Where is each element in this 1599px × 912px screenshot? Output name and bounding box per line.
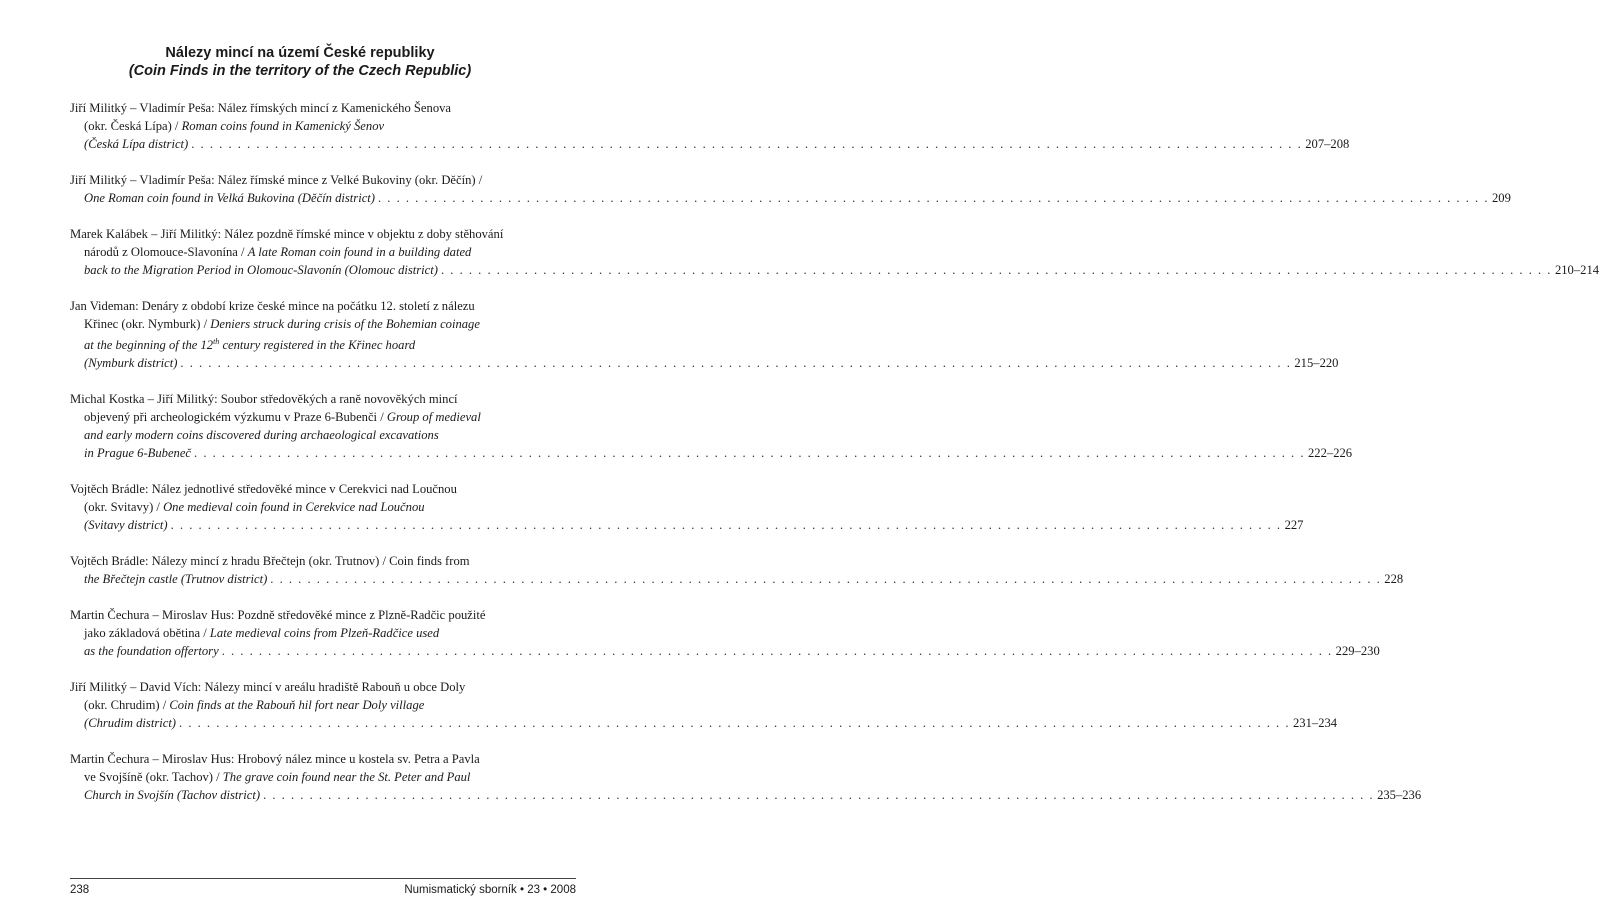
entry-english-text: in Prague 6-Bubeneč	[84, 446, 192, 461]
entry-continuation-line	[70, 333, 574, 354]
entry-last-line	[70, 786, 1422, 804]
page-range: 235–236	[1377, 788, 1422, 803]
entry-continuation-line	[70, 315, 574, 333]
entry-czech-text: (okr. Chrudim) /	[84, 698, 170, 713]
page-range: 210–214	[1554, 263, 1599, 277]
entry-english-text: Coin finds at the Rabouň hil fort near Doly village	[169, 698, 425, 713]
page-range: 227	[1284, 518, 1304, 533]
page-number: 238	[70, 884, 90, 896]
toc-entry	[70, 480, 1304, 534]
page-range: 215–220	[1294, 356, 1339, 371]
entry-last-line	[70, 135, 1350, 153]
entry-first-line: Michal Kostka – Jiří Militký: Soubor středověkých a raně novověkých mincí	[70, 392, 458, 407]
entry-czech-text: ve Svojšíně (okr. Tachov) /	[84, 770, 223, 785]
page-range: 222–226	[1308, 446, 1353, 461]
toc-entry	[70, 225, 1599, 279]
entry-continuation-line	[70, 426, 574, 444]
section-title: Nálezy mincí na území České republiky	[165, 45, 435, 61]
entry-last-line	[70, 714, 1338, 732]
entry-first-line: Jiří Militký – Vladimír Peša: Nález římské mince z Velké Bukoviny (okr. Děčín) /	[70, 173, 483, 187]
section-subtitle: (Coin Finds in the territory of the Czech Republic)	[128, 63, 472, 79]
entry-czech-text: (okr. Česká Lípa) /	[84, 119, 182, 133]
toc-entry	[70, 297, 1339, 372]
table-of-contents	[70, 99, 1599, 822]
entry-czech-text: jako základová obětina /	[84, 626, 210, 641]
toc-entry	[70, 552, 1404, 588]
dot-leader: . . . . . . . . . . . . . . . . . . . . . . . . . . . . . . . . . . . . . . . . . . . . . . . . . . . . . . . . . . . . . . . . . . . . . . . . . . . . . . . . . . . . . . . . . . . . . . . . . . . . . . . . . . . . . . . . . . . . . . . .	[194, 446, 1305, 461]
entry-english-text: The grave coin found near the St. Peter and Paul	[222, 770, 471, 785]
section-heading	[0, 44, 600, 80]
entry-english-text: (Nymburk district)	[84, 356, 178, 371]
dot-leader: . . . . . . . . . . . . . . . . . . . . . . . . . . . . . . . . . . . . . . . . . . . . . . . . . . . . . . . . . . . . . . . . . . . . . . . . . . . . . . . . . . . . . . . . . . . . . . . . . . . . . . . . . . . . . . . . . . . . . . . .	[263, 788, 1375, 803]
entry-english-text: as the foundation offertory	[84, 644, 219, 659]
entry-continuation-line	[70, 243, 574, 261]
toc-entry	[70, 390, 1353, 462]
entry-first-line: Jiří Militký – Vladimír Peša: Nález římských mincí z Kamenického Šenova	[70, 101, 451, 115]
dot-leader: . . . . . . . . . . . . . . . . . . . . . . . . . . . . . . . . . . . . . . . . . . . . . . . . . . . . . . . . . . . . . . . . . . . . . . . . . . . . . . . . . . . . . . . . . . . . . . . . . . . . . . . . . . . . . . . . . . . . . . . .	[221, 644, 1333, 659]
toc-entry	[70, 678, 1338, 732]
dot-leader: . . . . . . . . . . . . . . . . . . . . . . . . . . . . . . . . . . . . . . . . . . . . . . . . . . . . . . . . . . . . . . . . . . . . . . . . . . . . . . . . . . . . . . . . . . . . . . . . . . . . . . . . . . . . . . . . . . . . . . . .	[440, 263, 1552, 277]
page-range: 209	[1491, 191, 1511, 205]
dot-leader: . . . . . . . . . . . . . . . . . . . . . . . . . . . . . . . . . . . . . . . . . . . . . . . . . . . . . . . . . . . . . . . . . . . . . . . . . . . . . . . . . . . . . . . . . . . . . . . . . . . . . . . . . . . . . . . . . . . . . . . .	[180, 356, 1292, 371]
toc-entry	[70, 606, 1380, 660]
entry-first-line: Vojtěch Brádle: Nálezy mincí z hradu Břečtejn (okr. Trutnov) / Coin finds from	[70, 554, 470, 569]
entry-english-text: Deniers struck during crisis of the Bohemian coinage	[210, 317, 480, 331]
entry-czech-text: Křinec (okr. Nymburk) /	[84, 317, 211, 331]
entry-english-text: Late medieval coins from Plzeň-Radčice used	[209, 626, 440, 641]
entry-last-line	[70, 444, 1353, 462]
entry-last-line	[70, 261, 1599, 279]
entry-first-line: Martin Čechura – Miroslav Hus: Pozdně středověké mince z Plzně-Radčic použité	[70, 608, 486, 623]
entry-english-text: (Svitavy district)	[84, 518, 168, 533]
dot-leader: . . . . . . . . . . . . . . . . . . . . . . . . . . . . . . . . . . . . . . . . . . . . . . . . . . . . . . . . . . . . . . . . . . . . . . . . . . . . . . . . . . . . . . . . . . . . . . . . . . . . . . . . . . . . . . . . . . . . . . . .	[270, 572, 1382, 587]
dot-leader: . . . . . . . . . . . . . . . . . . . . . . . . . . . . . . . . . . . . . . . . . . . . . . . . . . . . . . . . . . . . . . . . . . . . . . . . . . . . . . . . . . . . . . . . . . . . . . . . . . . . . . . . . . . . . . . . . . . . . . . .	[170, 518, 1282, 533]
entry-continuation-line	[70, 624, 574, 642]
toc-entry	[70, 99, 1350, 153]
footer-divider	[70, 878, 576, 879]
entry-english-text: A late Roman coin found in a building dated	[247, 245, 472, 259]
page-range: 228	[1384, 572, 1404, 587]
entry-czech-text: objevený při archeologickém výzkumu v Praze 6-Bubenči /	[84, 410, 387, 425]
entry-first-line: Jan Videman: Denáry z období krize české mince na počátku 12. století z nálezu	[70, 299, 475, 313]
entry-english-text: Roman coins found in Kamenický Šenov	[181, 119, 385, 133]
entry-english-text: at the beginning of the 12th century registered in the Křinec hoard	[84, 337, 416, 353]
entry-continuation-line	[70, 696, 574, 714]
entry-english-text: back to the Migration Period in Olomouc-Slavonín (Olomouc district)	[84, 263, 438, 277]
dot-leader: . . . . . . . . . . . . . . . . . . . . . . . . . . . . . . . . . . . . . . . . . . . . . . . . . . . . . . . . . . . . . . . . . . . . . . . . . . . . . . . . . . . . . . . . . . . . . . . . . . . . . . . . . . . . . . . . . . . . . . . .	[191, 137, 1303, 151]
entry-continuation-line	[70, 498, 574, 516]
entry-continuation-line	[70, 768, 574, 786]
entry-last-line	[70, 570, 1404, 588]
page-range: 207–208	[1305, 137, 1350, 151]
toc-entry	[70, 750, 1422, 804]
entry-first-line: Martin Čechura – Miroslav Hus: Hrobový nález mince u kostela sv. Petra a Pavla	[70, 752, 480, 767]
toc-entry	[70, 171, 1511, 207]
dot-leader: . . . . . . . . . . . . . . . . . . . . . . . . . . . . . . . . . . . . . . . . . . . . . . . . . . . . . . . . . . . . . . . . . . . . . . . . . . . . . . . . . . . . . . . . . . . . . . . . . . . . . . . . . . . . . . . . . . . . . . . .	[377, 191, 1489, 205]
page-footer	[70, 884, 576, 896]
entry-last-line	[70, 516, 1304, 534]
entry-czech-text: národů z Olomouce-Slavonína /	[84, 245, 248, 259]
entry-english-text: (Česká Lípa district)	[84, 137, 189, 151]
journal-name: Numismatický sborník • 23 • 2008	[404, 884, 576, 896]
entry-english-text: Church in Svojšín (Tachov district)	[84, 788, 261, 803]
entry-english-text: and early modern coins discovered during archaeological excavations	[84, 428, 439, 443]
entry-czech-text: (okr. Svitavy) /	[84, 500, 164, 515]
entry-first-line: Marek Kalábek – Jiří Militký: Nález pozdně římské mince v objektu z doby stěhování	[70, 227, 504, 241]
entry-english-text: One medieval coin found in Cerekvice nad Loučnou	[163, 500, 425, 515]
page-range: 229–230	[1335, 644, 1380, 659]
page-range: 231–234	[1293, 716, 1338, 731]
entry-english-text: One Roman coin found in Velká Bukovina (Děčín district)	[84, 191, 375, 205]
entry-last-line	[70, 642, 1380, 660]
dot-leader: . . . . . . . . . . . . . . . . . . . . . . . . . . . . . . . . . . . . . . . . . . . . . . . . . . . . . . . . . . . . . . . . . . . . . . . . . . . . . . . . . . . . . . . . . . . . . . . . . . . . . . . . . . . . . . . . . . . . . . . .	[179, 716, 1290, 731]
entry-english-text: Group of medieval	[386, 410, 481, 425]
entry-last-line	[70, 189, 1511, 207]
entry-continuation-line	[70, 117, 574, 135]
entry-last-line	[70, 354, 1339, 372]
entry-english-text: (Chrudim district)	[84, 716, 177, 731]
entry-first-line: Jiří Militký – David Vích: Nálezy mincí v areálu hradiště Rabouň u obce Doly	[70, 680, 466, 695]
entry-first-line: Vojtěch Brádle: Nález jednotlivé středověké mince v Cerekvici nad Loučnou	[70, 482, 457, 497]
entry-english-text: the Břečtejn castle (Trutnov district)	[84, 572, 268, 587]
entry-continuation-line	[70, 408, 574, 426]
